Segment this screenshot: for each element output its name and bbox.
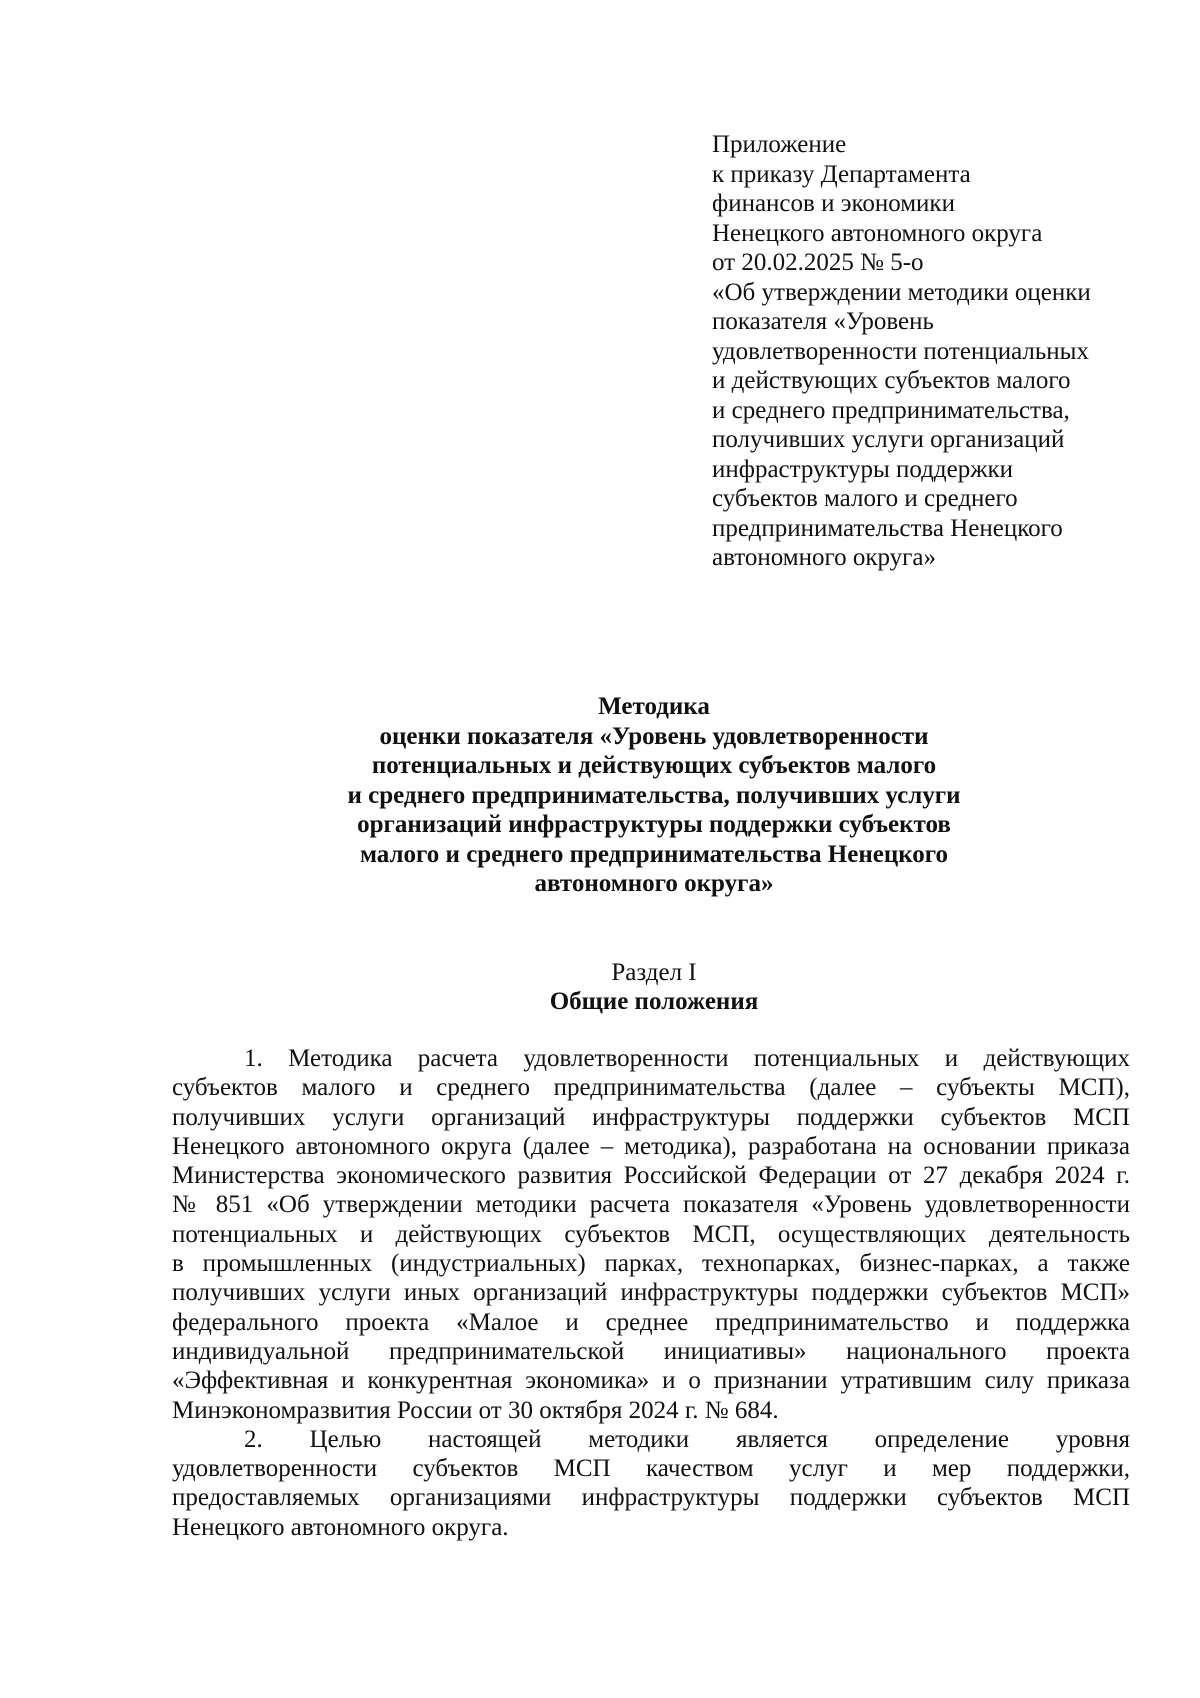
title-line: малого и среднего предпринимательства Ненецкого [359,840,949,868]
document-title [172,692,1136,899]
title-line: организаций инфраструктуры поддержки субъектов [357,811,951,838]
paragraph-2 [172,1425,1130,1542]
paragraph-line: «Эффективная и конкурентная экономика» и о признании утратившим силу приказа [172,1367,1130,1395]
appendix-line: и среднего предпринимательства, [712,396,1070,424]
section-header [172,958,1136,1016]
title-line: оценки показателя «Уровень удовлетворенности [379,722,929,750]
paragraph-line: 2. Целью настоящей методики является определение уровня [244,1425,1130,1453]
appendix-line: субъектов малого и среднего [712,485,1018,512]
appendix-line: Ненецкого автономного округа [712,219,1043,247]
appendix-line: автономного округа» [712,544,937,571]
title-line: Методика [598,693,710,720]
appendix-line: инфраструктуры поддержки [712,455,1014,483]
title-line: автономного округа» [534,870,774,897]
appendix-line: к приказу Департамента [712,160,971,188]
appendix-line: показателя «Уровень [712,308,934,335]
paragraph-line: потенциальных и действующих субъектов МСП, осуществляющих деятельность [172,1220,1130,1248]
appendix-line: получивших услуги организаций [712,426,1065,453]
document-body [172,1044,1130,1542]
appendix-line: от 20.02.2025 № 5-о [712,249,924,276]
paragraph-line: Минэкономразвития России от 30 октября 2024 г. № 684. [172,1396,779,1424]
appendix-line: «Об утверждении методики оценки [712,278,1091,306]
paragraph-line: Ненецкого автономного округа. [172,1513,509,1541]
paragraph-line: в промышленных (индустриальных) парках, технопарках, бизнес-парках, а также [172,1250,1130,1278]
appendix-line: Приложение [712,131,847,158]
paragraph-line: Ненецкого автономного округа (далее – методика), разработана на основании приказа [172,1132,1130,1160]
appendix-line: и действующих субъектов малого [712,367,1071,394]
section-number: Раздел I [611,959,697,986]
paragraph-line: Министерства экономического развития Российской Федерации от 27 декабря 2024 г. [172,1162,1130,1190]
paragraph-line: получивших услуги иных организаций инфраструктуры поддержки субъектов МСП» [172,1279,1130,1307]
paragraph-line: 1. Методика расчета удовлетворенности потенциальных и действующих [244,1045,1130,1072]
appendix-header [712,130,1152,573]
paragraph-line: удовлетворенности субъектов МСП качеством услуг и мер поддержки, [172,1455,1130,1483]
section-heading: Общие положения [549,988,759,1015]
paragraph-line: индивидуальной предпринимательской инициативы» национального проекта [172,1337,1130,1365]
title-line: и среднего предпринимательства, получивших услуги [347,781,961,809]
title-line: потенциальных и действующих субъектов малого [371,752,937,779]
appendix-line: финансов и экономики [712,190,955,217]
paragraph-line: предоставляемых организациями инфраструктуры поддержки субъектов МСП [172,1484,1130,1512]
paragraph-1 [172,1044,1130,1425]
paragraph-line: федерального проекта «Малое и среднее предпринимательство и поддержка [172,1308,1130,1336]
paragraph-line: получивших услуги организаций инфраструктуры поддержки субъектов МСП [172,1103,1130,1131]
appendix-line: предпринимательства Ненецкого [712,514,1063,542]
paragraph-line: № 851 «Об утверждении методики расчета показателя «Уровень удовлетворенности [172,1191,1130,1219]
paragraph-line: субъектов малого и среднего предпринимательства (далее – субъекты МСП), [172,1074,1130,1102]
appendix-line: удовлетворенности потенциальных [712,337,1089,365]
